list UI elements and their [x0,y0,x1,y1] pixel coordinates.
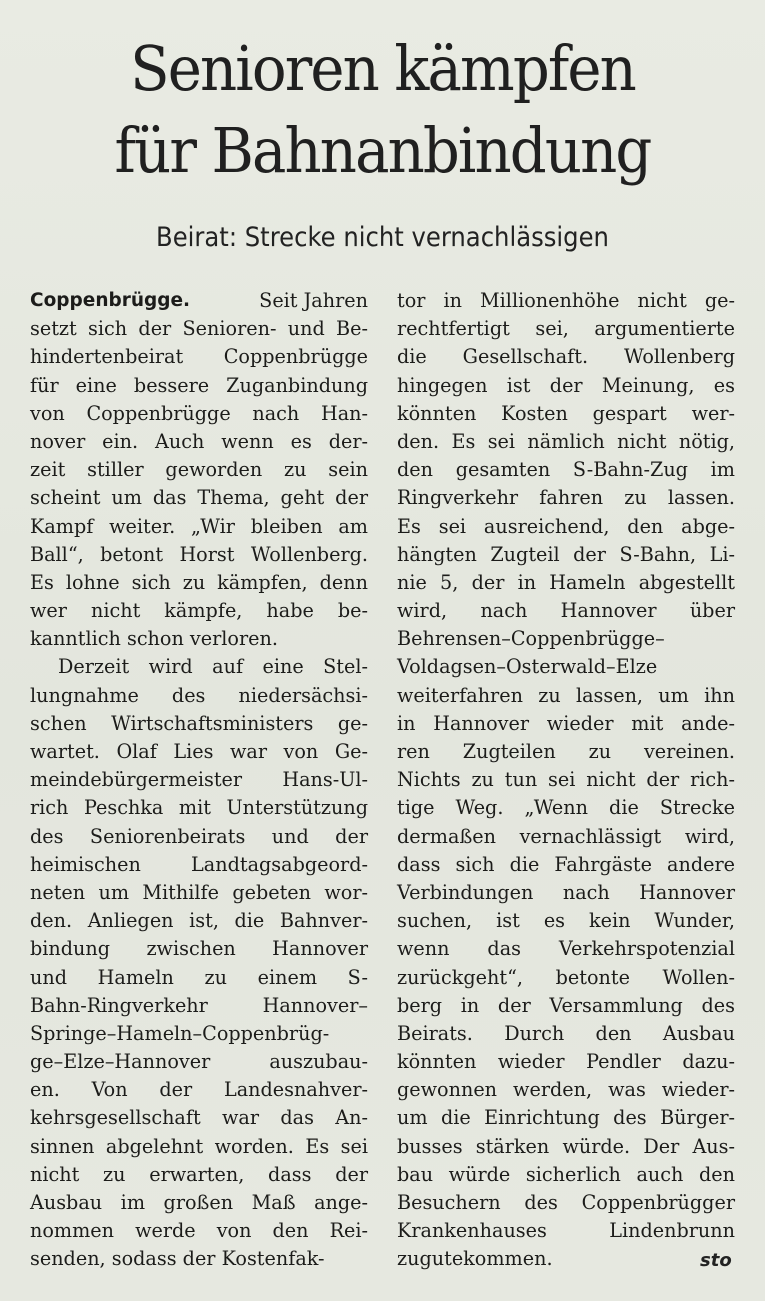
article-line: Krankenhauses Lindenbrunn [397,1219,735,1243]
article-line: hängten Zugteil der S-Bahn, Li- [397,542,735,566]
article-line: nover ein. Auch wenn es der- [30,429,368,453]
article-line: scheint um das Thema, geht der [30,486,368,510]
article-line: Bahn-Ringverkehr Hannover– [30,993,368,1017]
article-line: rich Peschka mit Unterstützung [30,796,368,820]
article-line: gewonnen werden, was wieder- [397,1078,735,1102]
article-line [30,287,368,315]
article-line: Ringverkehr fahren zu lassen. [397,486,735,510]
headline-line-2: für Bahnanbindung [114,114,651,187]
article-line: ren Zugteilen zu vereinen. [397,740,735,763]
article-line: bindung zwischen Hannover [30,937,368,961]
article-line: nommen werde von den Rei- [30,1219,368,1243]
article-line: senden, sodass der Kostenfak- [30,1247,325,1271]
article-line: berg in der Versammlung des [397,993,735,1017]
author-initials: sto [700,1250,732,1271]
dateline: Coppenbrügge. [30,290,191,311]
article-line: Nichts zu tun sei nicht der rich- [397,768,735,792]
article-line: bau würde sicherlich auch den [397,1162,735,1186]
article-line: hingegen ist der Meinung, es [397,373,735,397]
article-line: Voldagsen–Osterwald–Elze [397,655,658,679]
article-line: und Hameln zu einem S- [30,965,368,989]
article-line: Beirats. Durch den Ausbau [397,1021,735,1045]
article-line: könnten wieder Pendler dazu- [397,1050,735,1074]
article-line: heimischen Landtagsabgeord- [30,852,368,876]
article-line: tor in Millionenhöhe nicht ge- [397,289,735,312]
article-line: rechtfertigt sei, argumentierte [397,317,735,341]
article-line: schen Wirtschaftsministers ge- [30,711,368,735]
article-line: Es sei ausreichend, den abge- [397,514,735,538]
headline-line-1: Senioren kämpfen [130,32,635,105]
article-line: Derzeit wird auf eine Stel- [58,655,368,679]
article-line: sinnen abgelehnt worden. Es sei [30,1134,368,1158]
article-line: Behrensen–Coppenbrügge– [397,627,665,651]
article-line: dass sich die Fahrgäste andere [397,852,735,876]
article-column-right [397,287,735,1274]
article-line: zeit stiller geworden zu sein [30,458,368,482]
article-line: wartet. Olaf Lies war von Ge- [30,740,368,763]
article-line: en. Von der Landesnahver- [30,1078,368,1102]
article-line: kanntlich schon verloren. [30,627,278,651]
article-line: tige Weg. „Wenn die Strecke [397,796,735,820]
article-line: den gesamten S-Bahn-Zug im [397,458,735,482]
subheadline: Beirat: Strecke nicht vernachlässigen [156,222,609,253]
article-line: den. Anliegen ist, die Bahnver- [30,909,368,933]
article-line: die Gesellschaft. Wollenberg [397,345,735,369]
article-line: zugutekommen. [397,1247,553,1271]
article-line: in Hannover wieder mit ande- [397,711,735,735]
article-line: Springe–Hameln–Coppenbrüg- [30,1021,330,1045]
article-line: den. Es sei nämlich nicht nötig, [397,429,735,453]
article-line: Verbindungen nach Hannover [397,880,735,904]
article-line: setzt sich der Senioren- und Be- [30,317,368,341]
article-line: Ausbau im großen Maß ange- [30,1191,368,1214]
article-line: wird, nach Hannover über [397,599,735,623]
article-line: Es lohne sich zu kämpfen, denn [30,570,368,594]
article-line: wenn das Verkehrspotenzial [397,937,735,961]
article-line: neten um Mithilfe gebeten wor- [30,880,368,904]
article-line: für eine bessere Zuganbindung [30,373,368,397]
article-line: zurückgeht“, betonte Wollen- [397,965,735,989]
article-line: kehrsgesellschaft war das An- [30,1106,368,1130]
article-line: Kampf weiter. „Wir bleiben am [30,514,368,538]
article-line-text: Seit Jahren [259,289,368,312]
article-line: nicht zu erwarten, dass der [30,1162,368,1186]
article-line: könnten Kosten gespart wer- [397,401,735,425]
article-column-left [30,287,368,1274]
article-line: um die Einrichtung des Bürger- [397,1106,735,1130]
article-line: des Seniorenbeirats und der [30,824,368,848]
article-line: suchen, ist es kein Wunder, [397,909,735,933]
article-line: ge–Elze–Hannover auszubau- [30,1050,368,1074]
article-line: weiterfahren zu lassen, um ihn [397,683,735,707]
article-line: von Coppenbrügge nach Han- [30,401,368,425]
article-line: lungnahme des niedersächsi- [30,683,368,707]
article-line: hindertenbeirat Coppenbrügge [30,345,368,369]
article-line: Besuchern des Coppenbrügger [397,1191,735,1214]
article-line: Ball“, betont Horst Wollenberg. [30,542,368,566]
article-line: busses stärken würde. Der Aus- [397,1134,735,1158]
article-line: nie 5, der in Hameln abgestellt [397,570,735,594]
article-line: dermaßen vernachlässigt wird, [397,824,735,848]
article-line: meindebürgermeister Hans-Ul- [30,768,368,792]
article-line: wer nicht kämpfe, habe be- [30,599,368,623]
